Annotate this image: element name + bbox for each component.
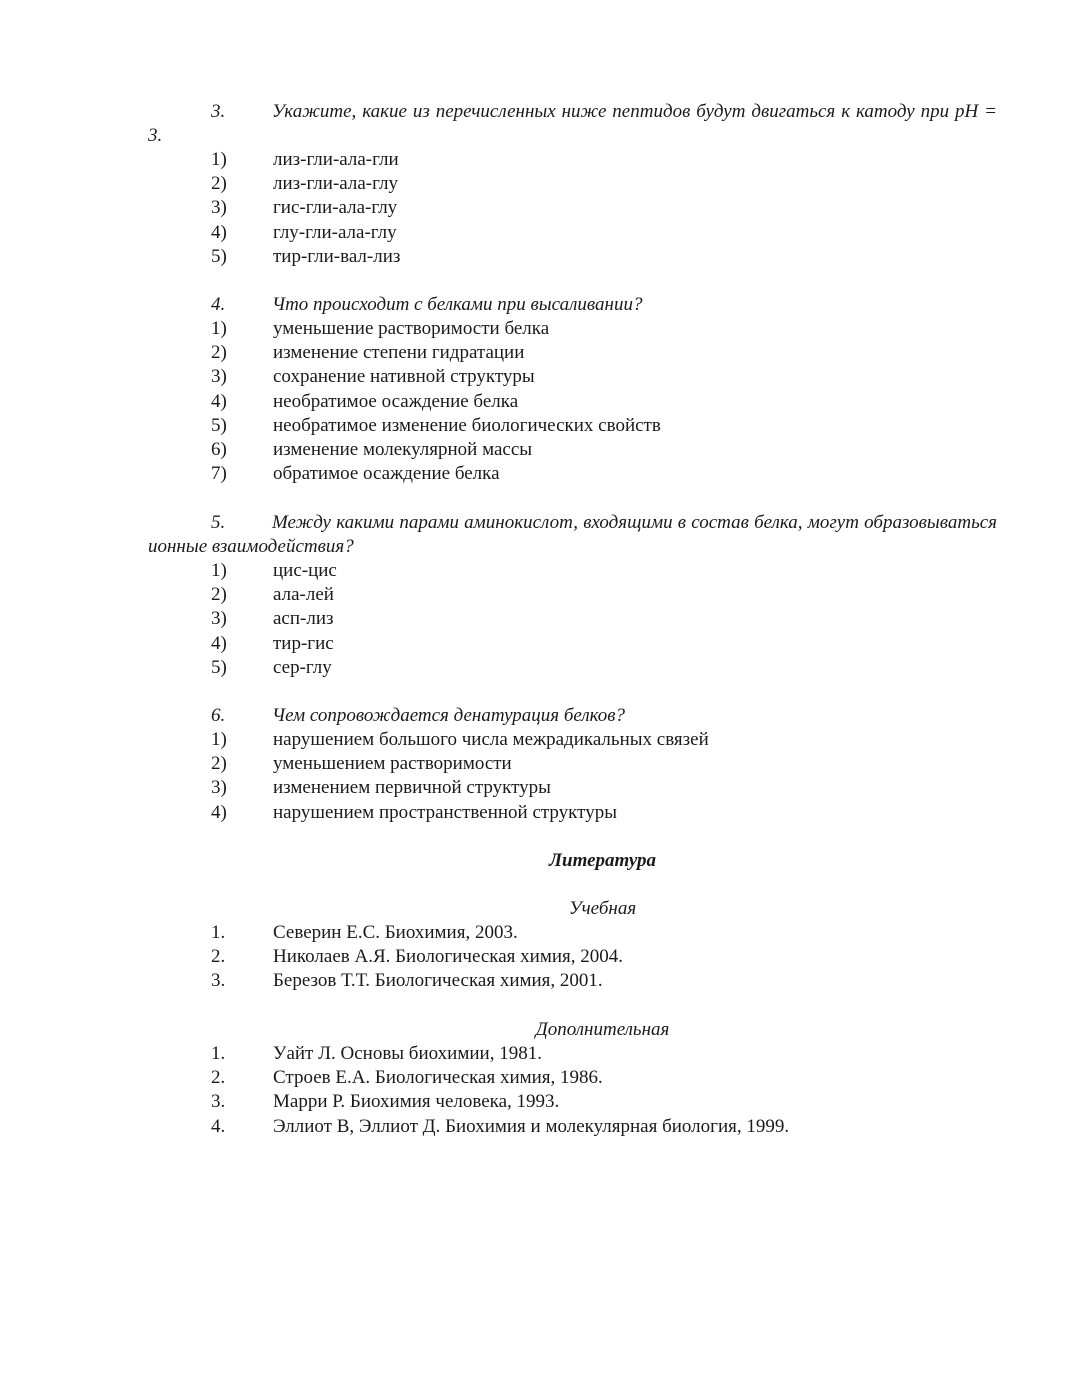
- question-3-options: [211, 148, 400, 269]
- question-text: Чем сопровождается денатурация белков?: [272, 705, 626, 726]
- list-item: 4) глу-гли-ала-глу: [211, 221, 397, 243]
- question-3-heading: [148, 100, 997, 148]
- list-item: 1. Уайт Л. Основы биохимии, 1981.: [211, 1043, 542, 1064]
- list-item: 2) лиз-гли-ала-глу: [211, 173, 398, 195]
- list-item: 2. Николаев А.Я. Биологическая химия, 2004.: [211, 946, 623, 968]
- list-item: 7) обратимое осаждение белка: [211, 463, 500, 485]
- list-item: 3) изменением первичной структуры: [211, 777, 551, 799]
- list-item: 3) сохранение нативной структуры: [211, 366, 535, 388]
- list-item: 1) цис-цис: [211, 560, 337, 581]
- question-6-heading: [148, 704, 997, 728]
- question-4-heading: [148, 293, 997, 317]
- list-item: 5) тир-гли-вал-лиз: [211, 245, 401, 267]
- section-heading-primary: Учебная: [568, 898, 637, 919]
- list-item: 1) лиз-гли-ала-гли: [211, 149, 399, 170]
- list-item: 2) изменение степени гидратации: [211, 342, 525, 364]
- list-item: 1) уменьшение растворимости белка: [211, 318, 550, 339]
- list-item: 2. Строев Е.А. Биологическая химия, 1986.: [211, 1067, 603, 1089]
- list-item: 5) сер-глу: [211, 656, 332, 678]
- question-5-options: [211, 559, 337, 680]
- primary-literature-list: [211, 921, 623, 994]
- list-item: 4) нарушением пространственной структуры: [211, 801, 617, 823]
- section-heading-additional: Дополнительная: [535, 1019, 670, 1040]
- list-item: 3) асп-лиз: [211, 608, 334, 630]
- question-text: Укажите, какие из перечисленных ниже пептидов будут двигаться к катоду при рН = 3.: [148, 101, 997, 146]
- question-6-options: [211, 728, 709, 825]
- list-item: 4) необратимое осаждение белка: [211, 390, 519, 412]
- question-4-options: [211, 317, 661, 486]
- question-number: 3.: [211, 101, 226, 122]
- list-item: 5) необратимое изменение биологических свойств: [211, 414, 661, 436]
- list-item: 1. Северин Е.С. Биохимия, 2003.: [211, 922, 518, 943]
- question-text: Между какими парами аминокислот, входящими в состав белка, могут образовываться ионные взаимодействия?: [148, 512, 997, 557]
- question-number: 6.: [211, 705, 226, 726]
- list-item: 1) нарушением большого числа межрадикальных связей: [211, 729, 709, 750]
- list-item: 2) уменьшением растворимости: [211, 753, 512, 775]
- question-number: 5.: [211, 512, 226, 533]
- question-number: 4.: [211, 294, 226, 315]
- question-5-heading: [148, 511, 997, 559]
- list-item: 6) изменение молекулярной массы: [211, 438, 533, 460]
- list-item: 3) гис-гли-ала-глу: [211, 197, 398, 219]
- list-item: 4. Эллиот В, Эллиот Д. Биохимия и молекулярная биология, 1999.: [211, 1115, 790, 1137]
- literature-title: Литература: [548, 850, 657, 871]
- list-item: 3. Марри Р. Биохимия человека, 1993.: [211, 1091, 560, 1113]
- question-text: Что происходит с белками при высаливании?: [272, 294, 643, 315]
- list-item: 2) ала-лей: [211, 584, 334, 606]
- additional-literature-list: [211, 1042, 789, 1139]
- list-item: 3. Березов Т.Т. Биологическая химия, 2001.: [211, 970, 603, 992]
- list-item: 4) тир-гис: [211, 632, 334, 654]
